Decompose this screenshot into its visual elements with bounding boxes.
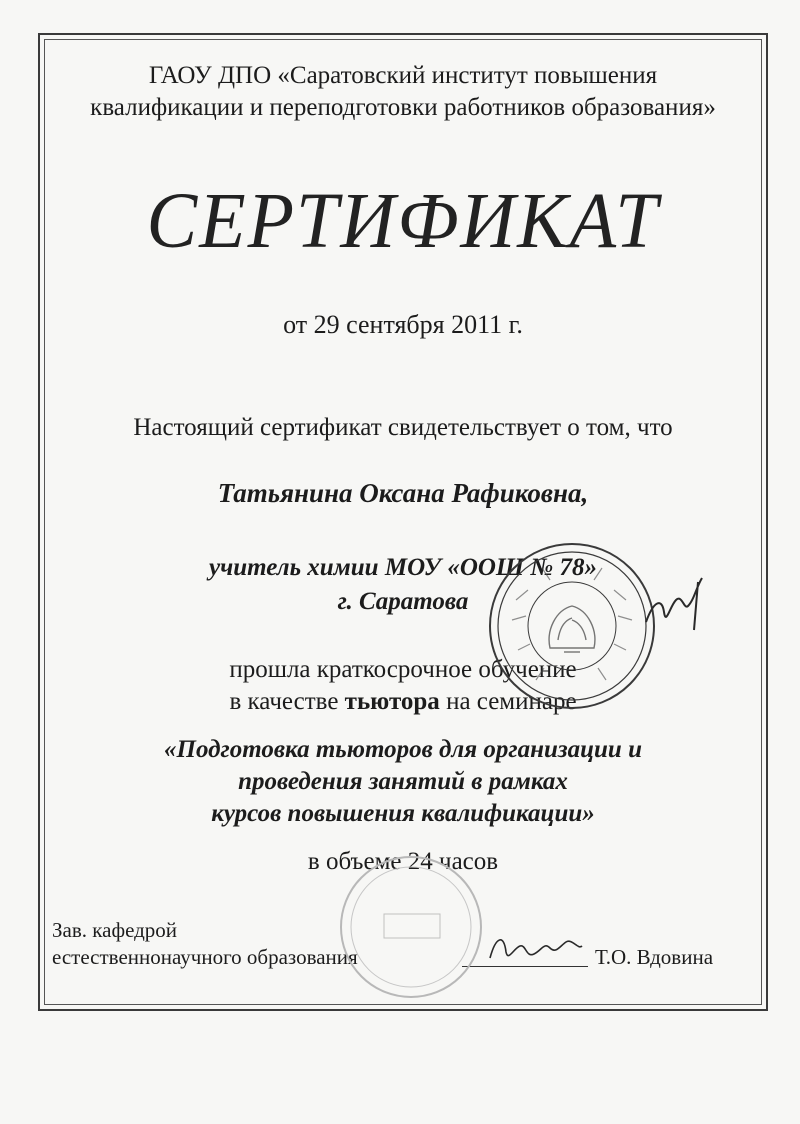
course-volume: в объеме 24 часов	[307, 848, 499, 875]
study-role: тьютора	[344, 688, 440, 715]
recipient-position: учитель химии МОУ «ООШ № 78»	[209, 554, 597, 581]
issuer-line-2: квалификации и переподготовки работников образования»	[90, 94, 716, 121]
study-suffix: на семинаре	[439, 688, 577, 715]
study-line-1: прошла краткосрочное обучение	[229, 656, 577, 683]
issue-date: от 29 сентября 2011 г.	[283, 310, 523, 339]
seminar-line-1: «Подготовка тьюторов для организации и	[164, 736, 642, 763]
recipient-name: Татьянина Оксана Рафиковна,	[217, 478, 589, 508]
study-prefix: в качестве	[229, 688, 345, 715]
issuer-line-1: ГАОУ ДПО «Саратовский институт повышения	[148, 62, 658, 89]
seminar-line-3: курсов повышения квалификации»	[211, 800, 595, 827]
director-signature-icon	[486, 928, 586, 968]
seminar-line-2: проведения занятий в рамках	[238, 768, 568, 795]
school-stamp-icon	[486, 540, 658, 712]
recipient-city: г. Саратова	[337, 588, 469, 615]
stamp-signature-icon	[640, 570, 710, 640]
certificate-title: СЕРТИФИКАТ	[146, 176, 660, 266]
signatory-title-1: Зав. кафедрой	[52, 918, 178, 942]
signatory-title-2: естественнонаучного образования	[52, 945, 358, 969]
department-stamp-icon	[336, 852, 486, 1002]
signatory-name: Т.О. Вдовина	[595, 945, 714, 969]
intro-text: Настоящий сертификат свидетельствует о том, что	[133, 414, 673, 441]
